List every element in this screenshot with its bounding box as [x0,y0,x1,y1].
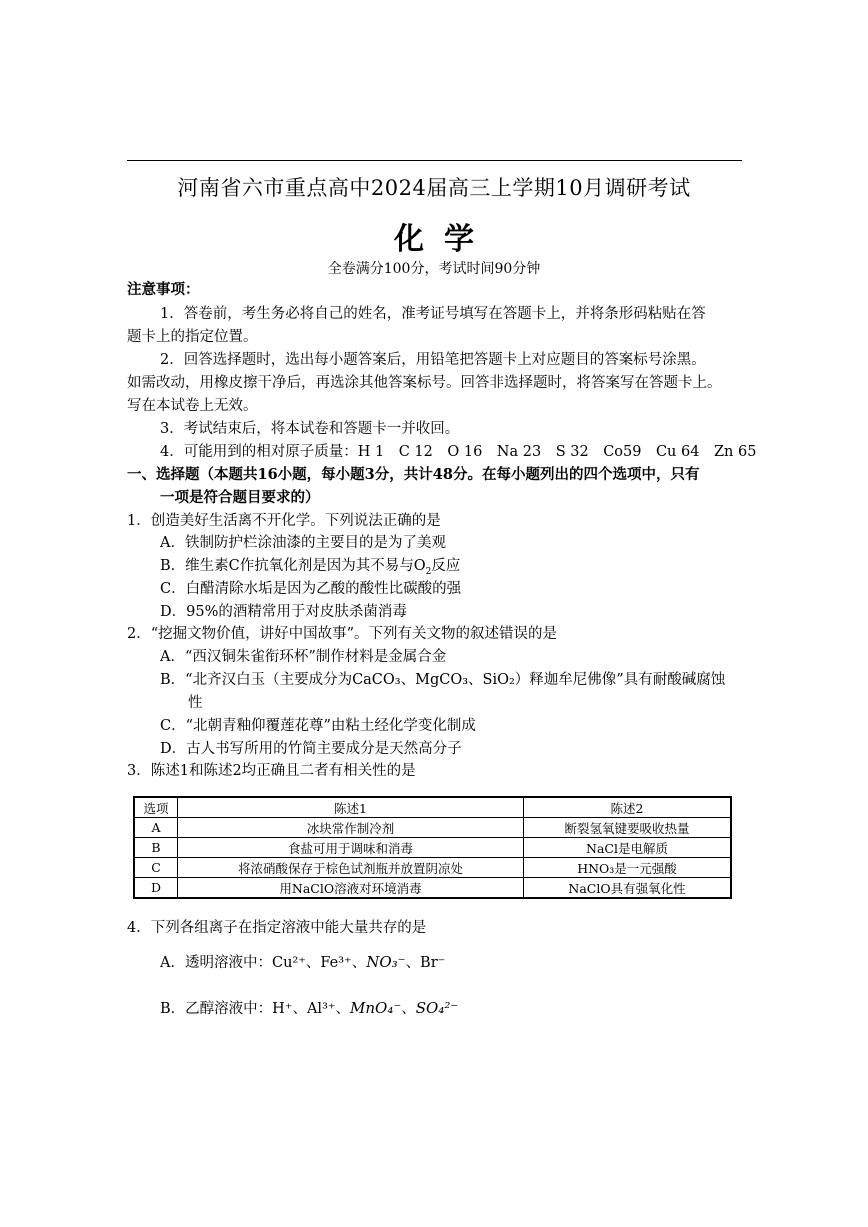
q3-stem: 3．陈述1和陈述2均正确且二者有相关性的是 [127,763,416,779]
q1-stem: 1．创造美好生活离不开化学。下列说法正确的是 [127,513,441,529]
section1-heading-b: 一项是符合题目要求的） [160,489,320,506]
q2-stem: 2．“挖掘文物价值，讲好中国故事”。下列有关文物的叙述错误的是 [127,626,558,642]
table-cell: A [134,818,178,838]
q2-option-b-line2: 性 [188,695,203,711]
table-cell: 用NaClO溶液对环境消毒 [178,878,524,899]
table-header-cell: 选项 [134,797,178,818]
q2-option-d: D．古人书写所用的竹简主要成分是天然高分子 [160,741,462,757]
table-cell: 将浓硝酸保存于棕色试剂瓶并放置阴凉处 [178,858,524,878]
table-cell: 冰块常作制冷剂 [178,818,524,838]
table-cell: 断裂氢氧键要吸收热量 [524,818,732,838]
q4-option-b: B．乙醇溶液中：H⁺、Al³⁺、MnO₄⁻、SO₄²⁻ [160,999,459,1017]
q1-option-d: D．95%的酒精常用于对皮肤杀菌消毒 [160,604,407,620]
note-3: 3．考试结束后，将本试卷和答题卡一并收回。 [160,421,460,437]
section1-heading-a: 一、选择题（本题共16小题，每小题3分，共计48分。在每小题列出的四个选项中，只有 [127,466,700,483]
table-cell: C [134,858,178,878]
table-header-cell: 陈述2 [524,797,732,818]
q1-option-b: B．维生素C作抗氧化剂是因为其不易与$O_2$反应 [160,558,461,577]
q3-table [133,796,732,899]
table-cell: NaCl是电解质 [524,838,732,858]
note-2a: 2．回答选择题时，选出每小题答案后，用铅笔把答题卡上对应题目的答案标号涂黑。 [160,352,706,368]
note-2c: 写在本试卷上无效。 [127,398,258,414]
q1-option-c: C．白醋清除水垢是因为乙酸的酸性比碳酸的强 [160,581,462,597]
table-row [134,838,731,858]
table-cell: 食盐可用于调味和消毒 [178,838,524,858]
table-cell: D [134,878,178,899]
notes-heading: 注意事项： [127,281,200,298]
table-header-cell: 陈述1 [178,797,524,818]
table-cell: NaClO具有强氧化性 [524,878,732,899]
note-1b: 题卡上的指定位置。 [127,329,258,345]
q4-stem: 4．下列各组离子在指定溶液中能大量共存的是 [127,920,427,936]
table-cell: HNO₃是一元强酸 [524,858,732,878]
table-row [134,878,731,899]
subject-title: 化学 [394,222,494,257]
q4-option-a: A．透明溶液中：Cu²⁺、Fe³⁺、NO₃⁻、Br⁻ [160,953,446,971]
table-cell: B [134,838,178,858]
exam-title: 河南省六市重点高中2024届高三上学期10月调研考试 [177,176,691,200]
note-2b: 如需改动，用橡皮擦干净后，再选涂其他答案标号。回答非选择题时，将答案写在答题卡上。 [127,375,722,391]
table-row [134,818,731,838]
table-row [134,858,731,878]
q2-option-c: C．“北朝青釉仰覆莲花尊”由粘土经化学变化制成 [160,718,476,734]
top-rule [127,160,742,161]
note-1a: 1．答卷前，考生务必将自己的姓名，准考证号填写在答题卡上，并将条形码粘贴在答 [160,306,706,322]
table-header-row [134,797,731,818]
note-4: 4．可能用到的相对原子质量：H 1 C 12 O 16 Na 23 S 32 Co59 Cu 64 Zn 65 [160,444,757,460]
exam-meta: 全卷满分100分，考试时间90分钟 [327,261,541,277]
q2-option-a: A．“西汉铜朱雀衔环杯”制作材料是金属合金 [160,649,447,665]
q1-option-a: A．铁制防护栏涂油漆的主要目的是为了美观 [160,535,446,551]
q2-option-b-line1: B．“北齐汉白玉（主要成分为CaCO₃、MgCO₃、SiO₂）释迦牟尼佛像”具有耐酸碱腐蚀 [160,672,726,688]
